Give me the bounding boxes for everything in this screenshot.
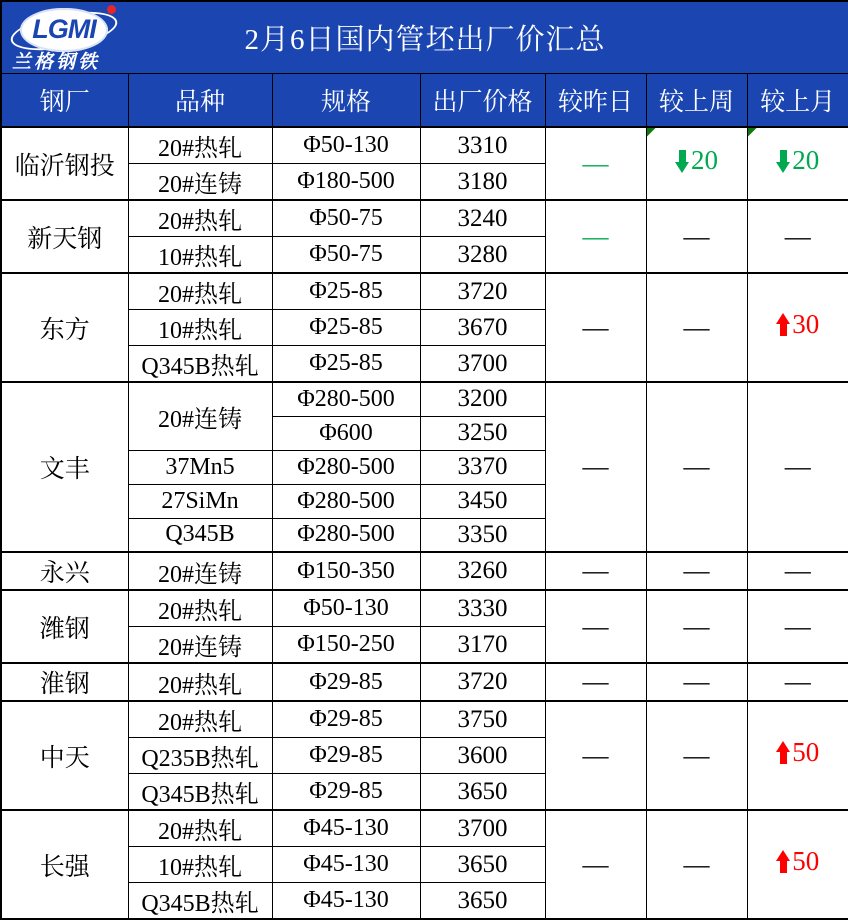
trend-indicator xyxy=(776,739,819,766)
column-header-variety: 品种 xyxy=(128,73,272,127)
price-table-body xyxy=(1,1,848,919)
mill-name-cell: 永兴 xyxy=(1,552,128,590)
trend-dash: — xyxy=(582,849,609,879)
trend-dash: — xyxy=(582,556,609,585)
table-row xyxy=(1,663,848,701)
variety-cell: 20#热轧 xyxy=(128,663,272,701)
up-arrow-icon xyxy=(776,741,791,765)
vs-last-week-cell xyxy=(646,200,747,273)
vs-last-month-cell xyxy=(747,273,848,382)
vs-last-month-cell xyxy=(747,382,848,552)
vs-last-week-cell xyxy=(646,590,747,663)
vs-yesterday-cell xyxy=(545,200,646,273)
trend-dash: — xyxy=(683,556,710,585)
price-cell: 3650 xyxy=(420,847,545,883)
logo-red-dot-icon xyxy=(107,5,116,14)
table-row xyxy=(1,552,848,590)
price-cell: 3720 xyxy=(420,663,545,701)
vs-last-month-cell xyxy=(747,127,848,200)
trend-dash: — xyxy=(784,452,811,481)
vs-yesterday-cell xyxy=(545,590,646,663)
trend-indicator xyxy=(776,147,819,174)
spec-cell: Φ45-130 xyxy=(272,883,420,920)
price-cell: 3750 xyxy=(420,701,545,738)
variety-cell: 27SiMn xyxy=(128,484,272,518)
vs-yesterday-cell xyxy=(545,810,646,919)
mill-name-cell: 新天钢 xyxy=(1,200,128,273)
variety-cell: 10#热轧 xyxy=(128,310,272,346)
trend-value: 50 xyxy=(792,737,820,768)
spec-cell: Φ29-85 xyxy=(272,774,420,811)
price-cell: 3670 xyxy=(420,310,545,346)
variety-cell: 20#连铸 xyxy=(128,552,272,590)
vs-last-week-cell xyxy=(646,273,747,382)
price-cell: 3260 xyxy=(420,552,545,590)
spec-cell: Φ50-130 xyxy=(272,127,420,164)
down-arrow-icon xyxy=(675,149,690,173)
variety-cell: Q345B热轧 xyxy=(128,883,272,920)
variety-cell: 20#热轧 xyxy=(128,127,272,164)
table-row xyxy=(1,273,848,310)
trend-dash: — xyxy=(582,452,609,481)
spec-cell: Φ45-130 xyxy=(272,847,420,883)
spec-cell: Φ25-85 xyxy=(272,273,420,310)
logo-subtext: 兰格钢铁 xyxy=(12,52,101,73)
trend-dash: — xyxy=(582,148,609,178)
trend-dash: — xyxy=(784,221,811,251)
trend-dash: — xyxy=(683,312,710,342)
trend-indicator xyxy=(776,848,819,875)
variety-cell: 20#热轧 xyxy=(128,200,272,237)
variety-cell: 20#热轧 xyxy=(128,273,272,310)
mill-name-cell: 潍钢 xyxy=(1,590,128,663)
mill-name-cell: 文丰 xyxy=(1,382,128,552)
price-cell: 3350 xyxy=(420,518,545,552)
vs-yesterday-cell xyxy=(545,701,646,810)
mill-name-cell: 临沂钢投 xyxy=(1,127,128,200)
vs-yesterday-cell xyxy=(545,382,646,552)
lgmi-logo xyxy=(8,4,126,72)
variety-cell: 10#热轧 xyxy=(128,847,272,883)
column-header-vs-yesterday: 较昨日 xyxy=(545,73,646,127)
vs-last-week-cell xyxy=(646,701,747,810)
price-cell: 3700 xyxy=(420,346,545,383)
price-cell: 3240 xyxy=(420,200,545,237)
price-cell: 3180 xyxy=(420,164,545,201)
table-row xyxy=(1,127,848,164)
vs-last-week-cell xyxy=(646,127,747,200)
trend-dash: — xyxy=(582,611,609,641)
price-cell: 3600 xyxy=(420,738,545,774)
page-title: 2月6日国内管坯出厂价汇总 xyxy=(244,23,606,56)
trend-dash: — xyxy=(683,849,710,879)
trend-dash: — xyxy=(582,667,609,696)
price-cell: 3700 xyxy=(420,810,545,847)
corner-marker-icon xyxy=(748,128,757,137)
vs-last-week-cell xyxy=(646,663,747,701)
trend-dash: — xyxy=(683,452,710,481)
mill-name-cell: 淮钢 xyxy=(1,663,128,701)
up-arrow-icon xyxy=(776,313,791,337)
variety-cell: 20#热轧 xyxy=(128,590,272,627)
column-header-spec: 规格 xyxy=(272,73,420,127)
price-cell: 3450 xyxy=(420,484,545,518)
trend-dash: — xyxy=(582,740,609,770)
table-row xyxy=(1,382,848,416)
trend-dash: — xyxy=(784,611,811,641)
mill-name-cell: 长强 xyxy=(1,810,128,919)
column-header-mill: 钢厂 xyxy=(1,73,128,127)
trend-dash: — xyxy=(582,312,609,342)
mill-name-cell: 东方 xyxy=(1,273,128,382)
spec-cell: Φ150-350 xyxy=(272,552,420,590)
price-cell: 3280 xyxy=(420,237,545,274)
trend-dash: — xyxy=(582,221,609,251)
trend-dash: — xyxy=(683,611,710,641)
vs-last-month-cell xyxy=(747,701,848,810)
trend-value: 20 xyxy=(792,145,820,176)
table-row xyxy=(1,200,848,237)
variety-cell: 20#连铸 xyxy=(128,164,272,201)
logo-text: LGMI xyxy=(32,14,96,44)
spec-cell: Φ50-75 xyxy=(272,200,420,237)
trend-value: 30 xyxy=(792,309,820,340)
column-header-vs-last-week: 较上周 xyxy=(646,73,747,127)
trend-dash: — xyxy=(683,221,710,251)
trend-dash: — xyxy=(784,667,811,696)
vs-last-week-cell xyxy=(646,810,747,919)
spec-cell: Φ280-500 xyxy=(272,382,420,416)
vs-last-month-cell xyxy=(747,552,848,590)
price-cell: 3650 xyxy=(420,774,545,811)
vs-last-month-cell xyxy=(747,200,848,273)
trend-dash: — xyxy=(784,556,811,585)
spec-cell: Φ280-500 xyxy=(272,484,420,518)
down-arrow-icon xyxy=(776,149,791,173)
vs-last-month-cell xyxy=(747,810,848,919)
vs-yesterday-cell xyxy=(545,552,646,590)
spec-cell: Φ45-130 xyxy=(272,810,420,847)
trend-dash: — xyxy=(683,667,710,696)
price-cell: 3310 xyxy=(420,127,545,164)
table-row xyxy=(1,590,848,627)
trend-indicator xyxy=(776,311,819,338)
variety-cell: Q345B xyxy=(128,518,272,552)
spec-cell: Φ25-85 xyxy=(272,310,420,346)
title-row xyxy=(1,1,848,73)
table-row xyxy=(1,810,848,847)
spec-cell: Φ600 xyxy=(272,416,420,450)
column-header-row xyxy=(1,73,848,127)
trend-dash: — xyxy=(683,740,710,770)
spec-cell: Φ150-250 xyxy=(272,627,420,664)
spec-cell: Φ280-500 xyxy=(272,518,420,552)
price-cell: 3250 xyxy=(420,416,545,450)
table-row xyxy=(1,701,848,738)
variety-cell: Q235B热轧 xyxy=(128,738,272,774)
spec-cell: Φ29-85 xyxy=(272,738,420,774)
trend-value: 20 xyxy=(691,145,718,176)
column-header-vs-last-month: 较上月 xyxy=(747,73,848,127)
spec-cell: Φ29-85 xyxy=(272,701,420,738)
page-title-cell xyxy=(1,1,848,73)
price-cell: 3720 xyxy=(420,273,545,310)
variety-cell: Q345B热轧 xyxy=(128,774,272,811)
spec-cell: Φ29-85 xyxy=(272,663,420,701)
trend-value: 50 xyxy=(792,846,820,877)
variety-cell: 20#连铸 xyxy=(128,382,272,450)
spec-cell: Φ180-500 xyxy=(272,164,420,201)
trend-indicator xyxy=(675,147,718,174)
variety-cell: 37Mn5 xyxy=(128,450,272,484)
spec-cell: Φ50-130 xyxy=(272,590,420,627)
column-header-price: 出厂价格 xyxy=(420,73,545,127)
vs-last-week-cell xyxy=(646,382,747,552)
price-cell: 3650 xyxy=(420,883,545,920)
variety-cell: 20#连铸 xyxy=(128,627,272,664)
vs-yesterday-cell xyxy=(545,273,646,382)
variety-cell: 20#热轧 xyxy=(128,810,272,847)
variety-cell: 10#热轧 xyxy=(128,237,272,274)
vs-yesterday-cell xyxy=(545,663,646,701)
price-cell: 3200 xyxy=(420,382,545,416)
variety-cell: Q345B热轧 xyxy=(128,346,272,383)
corner-marker-icon xyxy=(647,128,656,137)
vs-yesterday-cell xyxy=(545,127,646,200)
price-cell: 3370 xyxy=(420,450,545,484)
spec-cell: Φ50-75 xyxy=(272,237,420,274)
vs-last-week-cell xyxy=(646,552,747,590)
spec-cell: Φ25-85 xyxy=(272,346,420,383)
variety-cell: 20#热轧 xyxy=(128,701,272,738)
vs-last-month-cell xyxy=(747,590,848,663)
price-cell: 3170 xyxy=(420,627,545,664)
vs-last-month-cell xyxy=(747,663,848,701)
mill-name-cell: 中天 xyxy=(1,701,128,810)
up-arrow-icon xyxy=(776,850,791,874)
spec-cell: Φ280-500 xyxy=(272,450,420,484)
price-cell: 3330 xyxy=(420,590,545,627)
